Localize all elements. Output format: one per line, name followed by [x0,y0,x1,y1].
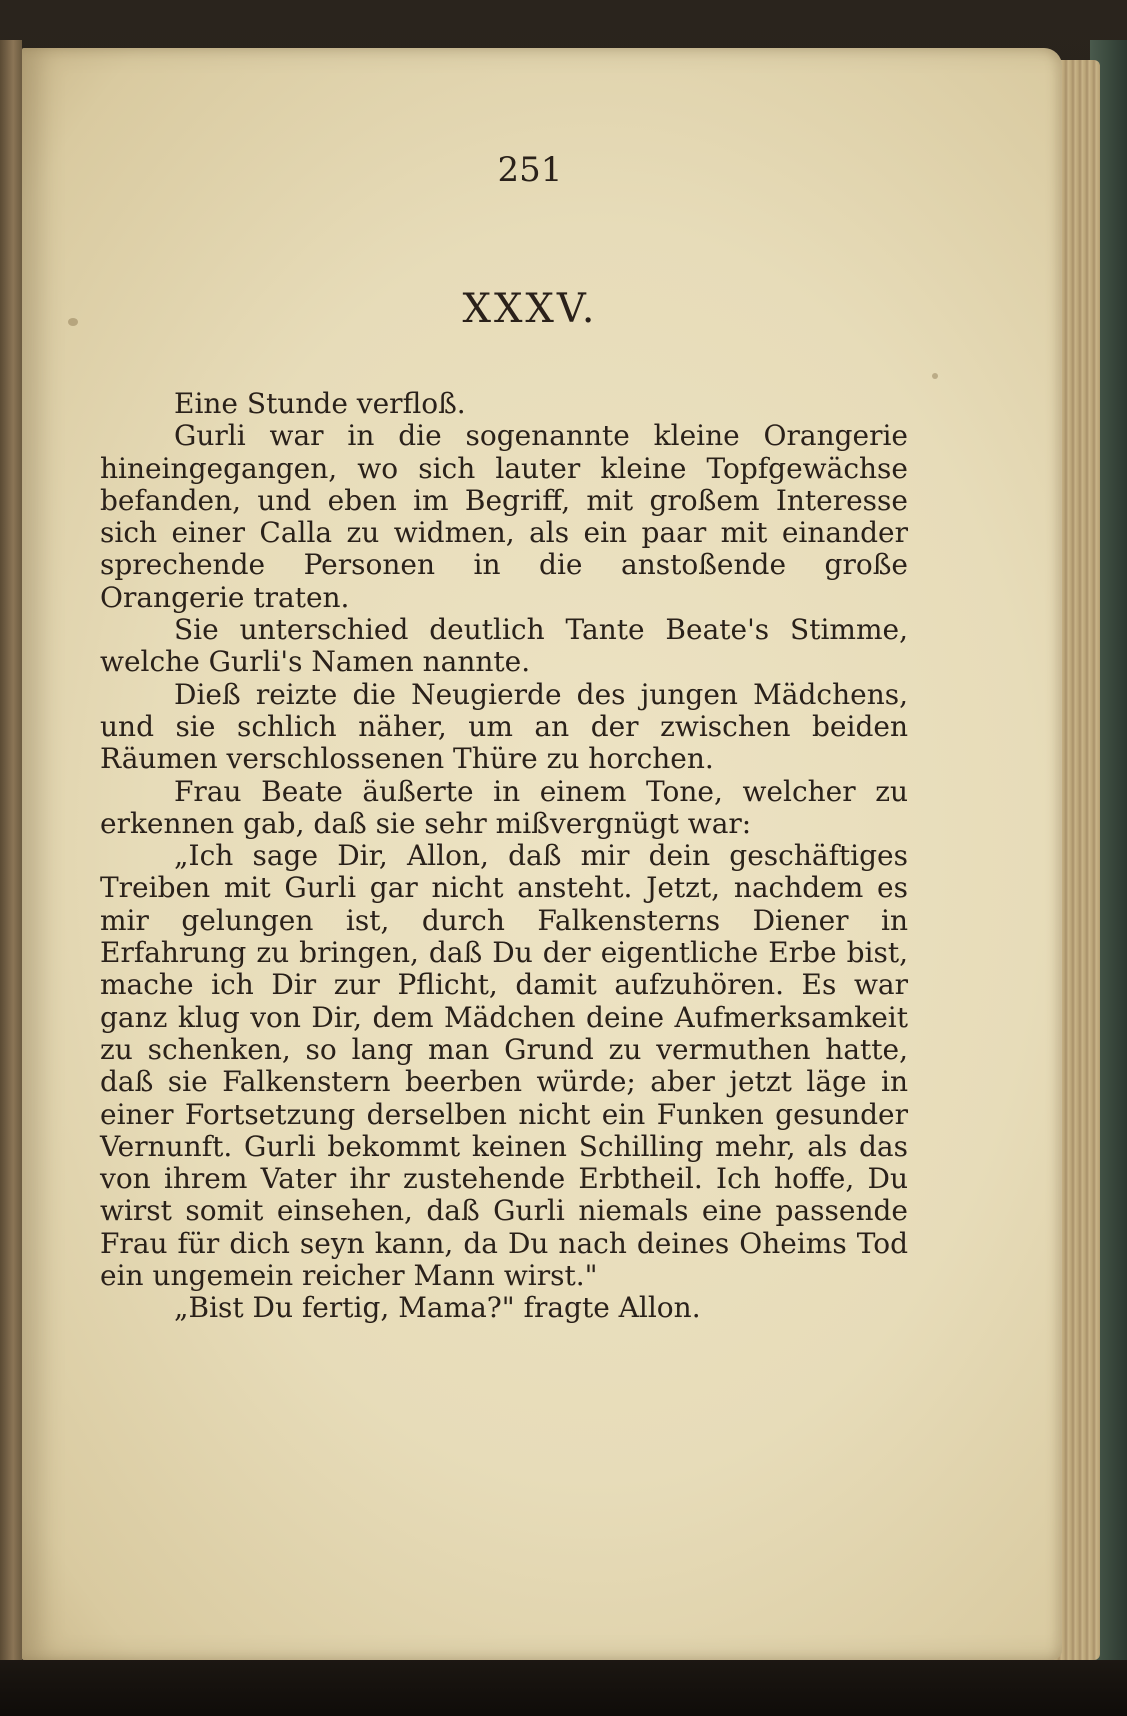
paragraph: Frau Beate äußerte in einem Tone, welcher zu erkennen gab, daß sie sehr mißvergnügt war: [100,774,908,840]
book-page [22,48,1062,1660]
paragraph: Gurli war in die sogenannte kleine Orangerie hineingegangen, wo sich lauter kleine Topfgewächse befanden, und eben im Begriff, mit großem Interesse sich einer Calla zu widmen, als ein paar mit einander sprechende Personen in die anstoßende große Orangerie traten. [100,419,908,614]
page-number: 251 [497,150,563,190]
book-spine [0,40,22,1660]
paragraph: „Bist Du fertig, Mama?" fragte Allon. [174,1291,701,1325]
paragraph: Dieß reizte die Neugierde des jungen Mädchens, und sie schlich näher, um an der zwischen beiden Räumen verschlossenen Thüre zu horchen. [100,677,908,776]
paper-stain [932,373,938,379]
paragraph: „Ich sage Dir, Allon, daß mir dein geschäftiges Treiben mit Gurli gar nicht ansteht. Jetzt, nachdem es mir gelungen ist, durch Falkensterns Diener in Erfahrung zu bringen, daß Du der eigentliche Erbe bist, mache ich Dir zur Pflicht, damit aufzuhören. Es war ganz klug von Dir, dem Mädchen deine Aufmerksamkeit zu schenken, so lang man Grund zu vermuthen hatte, daß sie Falkenstern beerben würde; aber jetzt läge in einer Fortsetzung derselben nicht ein Funken gesunder Vernunft. Gurli bekommt keinen Schilling mehr, als das von ihrem Vater ihr zustehende Erbtheil. Ich hoffe, Du wirst somit einsehen, daß Gurli niemals eine passende Frau für dich seyn kann, da Du nach deines Oheims Tod ein ungemein reicher Mann wirst." [100,839,908,1293]
paragraph: Eine Stunde verfloß. [174,387,466,420]
background-surface [0,1660,1127,1716]
body-text [100,388,908,1325]
paragraph: Sie unterschied deutlich Tante Beate's Stimme, welche Gurli's Namen nannte. [100,613,908,679]
chapter-heading: XXXV. [462,286,598,332]
